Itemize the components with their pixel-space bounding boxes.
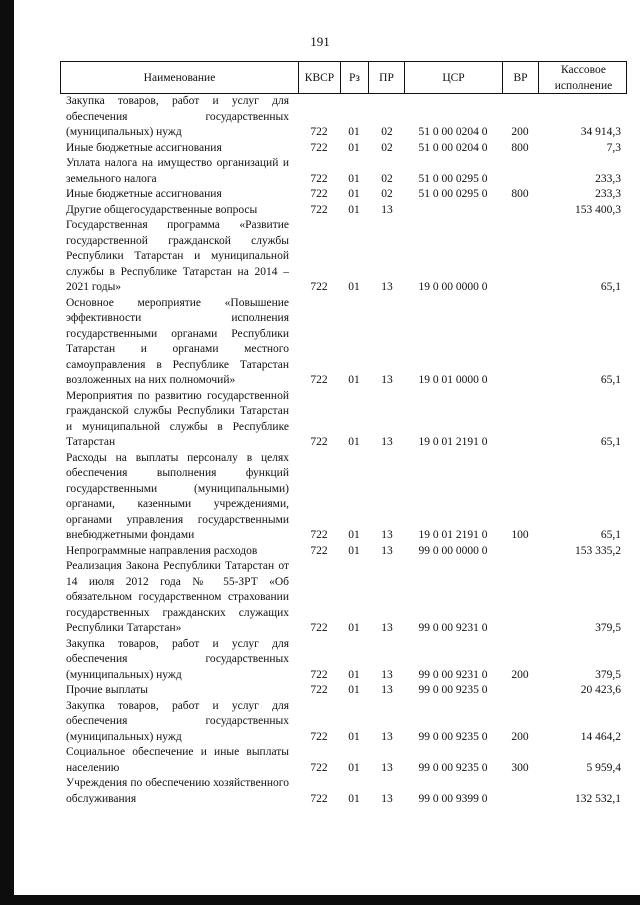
header-rz: Рз [341, 62, 369, 93]
header-pr: ПР [369, 62, 405, 93]
row-kvsr: 722 [310, 792, 328, 805]
header-amount [539, 62, 628, 93]
row-pr: 13 [381, 730, 393, 743]
header-csr: ЦСР [405, 62, 503, 93]
row-name: Иные бюджетные ассигнования [66, 188, 222, 200]
row-csr: 99 0 00 9231 0 [418, 622, 488, 634]
scan-left-edge [0, 0, 14, 905]
row-rz: 01 [348, 529, 360, 541]
row-rz: 01 [348, 374, 360, 386]
row-amount: 132 532,1 [575, 792, 621, 805]
row-rz: 01 [348, 792, 360, 805]
row-csr: 99 0 00 9235 0 [418, 761, 488, 774]
table-row [60, 203, 627, 219]
row-pr: 13 [381, 761, 393, 774]
header-kvsr: КВСР [299, 62, 341, 93]
row-name: Учреждения по обеспечению хозяйственного обслуживания [66, 777, 289, 805]
row-pr: 13 [381, 529, 393, 541]
row-amount: 65,1 [600, 436, 621, 448]
row-vr: 200 [511, 126, 529, 138]
row-name: Государственная программа «Развитие государственной гражданской службы Республики Татарстан и муниципальной службы в Республике Татарстан на 2014 – 2021 годы» [66, 219, 289, 293]
row-kvsr: 722 [310, 529, 328, 541]
row-kvsr: 722 [310, 684, 328, 696]
row-amount: 153 335,2 [575, 544, 621, 557]
row-amount: 379,5 [595, 622, 621, 634]
row-amount: 379,5 [595, 668, 621, 681]
row-name: Закупка товаров, работ и услуг для обеспечения государственных (муниципальных) нужд [66, 637, 289, 681]
table-row [60, 544, 627, 560]
table-row [60, 745, 627, 776]
row-name: Основное мероприятие «Повышение эффективности исполнения государственными органами Республики Татарстан и органами местного самоуправления в Республике Татарстан возложенных на них полномочий» [66, 296, 289, 386]
row-name: Реализация Закона Республики Татарстан от 14 июля 2012 года № 55-ЗРТ «Об обязательном государственном страховании государственных гражданских служащих Республики Татарстан» [66, 560, 289, 634]
row-kvsr: 722 [310, 544, 328, 557]
table-row [60, 389, 627, 451]
row-name: Расходы на выплаты персоналу в целях обеспечения выполнения функций государственными (муниципальными) органами, казенными учреждениями, органами управления государственными внебюджетными фондами [66, 451, 289, 541]
row-pr: 13 [381, 668, 393, 681]
row-pr: 13 [381, 203, 393, 216]
row-kvsr: 722 [310, 730, 328, 743]
row-name: Социальное обеспечение и иные выплаты населению [66, 746, 289, 774]
row-pr: 13 [381, 436, 393, 448]
row-pr: 02 [381, 172, 393, 185]
row-csr: 51 0 00 0204 0 [418, 141, 488, 154]
table-row [60, 187, 627, 203]
row-name: Непрограммные направления расходов [66, 544, 258, 557]
header-amount-line1: Кассовое [561, 63, 606, 76]
row-csr: 51 0 00 0204 0 [418, 126, 488, 138]
table-row [60, 218, 627, 296]
table-row [60, 699, 627, 746]
table-header [60, 61, 627, 94]
table-body [60, 94, 627, 807]
row-csr: 19 0 01 0000 0 [418, 374, 488, 386]
row-vr: 300 [511, 761, 529, 774]
row-pr: 13 [381, 281, 393, 293]
table-row [60, 141, 627, 157]
row-kvsr: 722 [310, 761, 328, 774]
row-rz: 01 [348, 188, 360, 200]
row-rz: 01 [348, 684, 360, 696]
row-kvsr: 722 [310, 668, 328, 681]
row-vr: 800 [511, 141, 529, 154]
row-rz: 01 [348, 668, 360, 681]
header-vr: ВР [503, 62, 539, 93]
row-kvsr: 722 [310, 436, 328, 448]
row-amount: 34 914,3 [580, 126, 621, 138]
row-pr: 13 [381, 684, 393, 696]
table-row [60, 296, 627, 389]
row-amount: 65,1 [600, 281, 621, 293]
budget-table [60, 61, 627, 807]
table-row [60, 683, 627, 699]
row-amount: 233,3 [595, 172, 621, 185]
row-pr: 13 [381, 792, 393, 805]
row-kvsr: 722 [310, 622, 328, 634]
row-rz: 01 [348, 141, 360, 154]
row-rz: 01 [348, 730, 360, 743]
page-number: 191 [310, 34, 330, 49]
row-amount: 153 400,3 [575, 203, 621, 216]
row-vr: 200 [511, 668, 529, 681]
row-pr: 13 [381, 544, 393, 557]
row-amount: 7,3 [606, 141, 621, 154]
row-amount: 5 959,4 [586, 761, 621, 774]
row-name: Иные бюджетные ассигнования [66, 141, 222, 154]
row-csr: 99 0 00 9399 0 [418, 792, 488, 805]
row-csr: 19 0 00 0000 0 [418, 281, 488, 293]
table-row [60, 156, 627, 187]
row-kvsr: 722 [310, 126, 328, 138]
row-rz: 01 [348, 281, 360, 293]
row-pr: 02 [381, 126, 393, 138]
row-name: Прочие выплаты [66, 684, 149, 696]
row-name: Другие общегосударственные вопросы [66, 203, 258, 216]
header-name: Наименование [61, 62, 299, 93]
row-kvsr: 722 [310, 281, 328, 293]
row-rz: 01 [348, 544, 360, 557]
row-pr: 13 [381, 374, 393, 386]
row-pr: 02 [381, 141, 393, 154]
row-csr: 19 0 01 2191 0 [418, 436, 488, 448]
row-amount: 65,1 [600, 529, 621, 541]
table-row [60, 559, 627, 637]
table-row [60, 776, 627, 807]
row-csr: 19 0 01 2191 0 [418, 529, 488, 541]
row-pr: 13 [381, 622, 393, 634]
row-kvsr: 722 [310, 141, 328, 154]
header-amount-line2: исполнение [554, 79, 613, 92]
row-name: Закупка товаров, работ и услуг для обеспечения государственных (муниципальных) нужд [66, 95, 289, 138]
row-csr: 99 0 00 9235 0 [418, 684, 488, 696]
row-name: Уплата налога на имущество организаций и земельного налога [66, 157, 289, 185]
row-rz: 01 [348, 761, 360, 774]
row-rz: 01 [348, 622, 360, 634]
row-kvsr: 722 [310, 188, 328, 200]
row-kvsr: 722 [310, 374, 328, 386]
row-amount: 65,1 [600, 374, 621, 386]
row-csr: 99 0 00 0000 0 [418, 544, 488, 557]
row-kvsr: 722 [310, 203, 328, 216]
table-row [60, 637, 627, 684]
row-amount: 233,3 [595, 188, 621, 200]
row-csr: 51 0 00 0295 0 [418, 188, 488, 200]
row-amount: 20 423,6 [580, 684, 621, 696]
table-row [60, 94, 627, 141]
scan-bottom-edge [0, 895, 640, 905]
row-rz: 01 [348, 203, 360, 216]
row-vr: 200 [511, 730, 529, 743]
row-pr: 02 [381, 188, 393, 200]
row-name: Закупка товаров, работ и услуг для обеспечения государственных (муниципальных) нужд [66, 699, 289, 743]
row-csr: 99 0 00 9231 0 [418, 668, 488, 681]
row-rz: 01 [348, 436, 360, 448]
row-vr: 100 [511, 529, 529, 541]
row-rz: 01 [348, 126, 360, 138]
row-kvsr: 722 [310, 172, 328, 185]
row-csr: 51 0 00 0295 0 [418, 172, 488, 185]
table-row [60, 451, 627, 544]
row-csr: 99 0 00 9235 0 [418, 730, 488, 743]
row-rz: 01 [348, 172, 360, 185]
row-name: Мероприятия по развитию государственной гражданской службы Республики Татарстан и муниципальной службы в Республике Татарстан [66, 389, 289, 448]
row-amount: 14 464,2 [580, 730, 621, 743]
row-vr: 800 [511, 188, 529, 200]
